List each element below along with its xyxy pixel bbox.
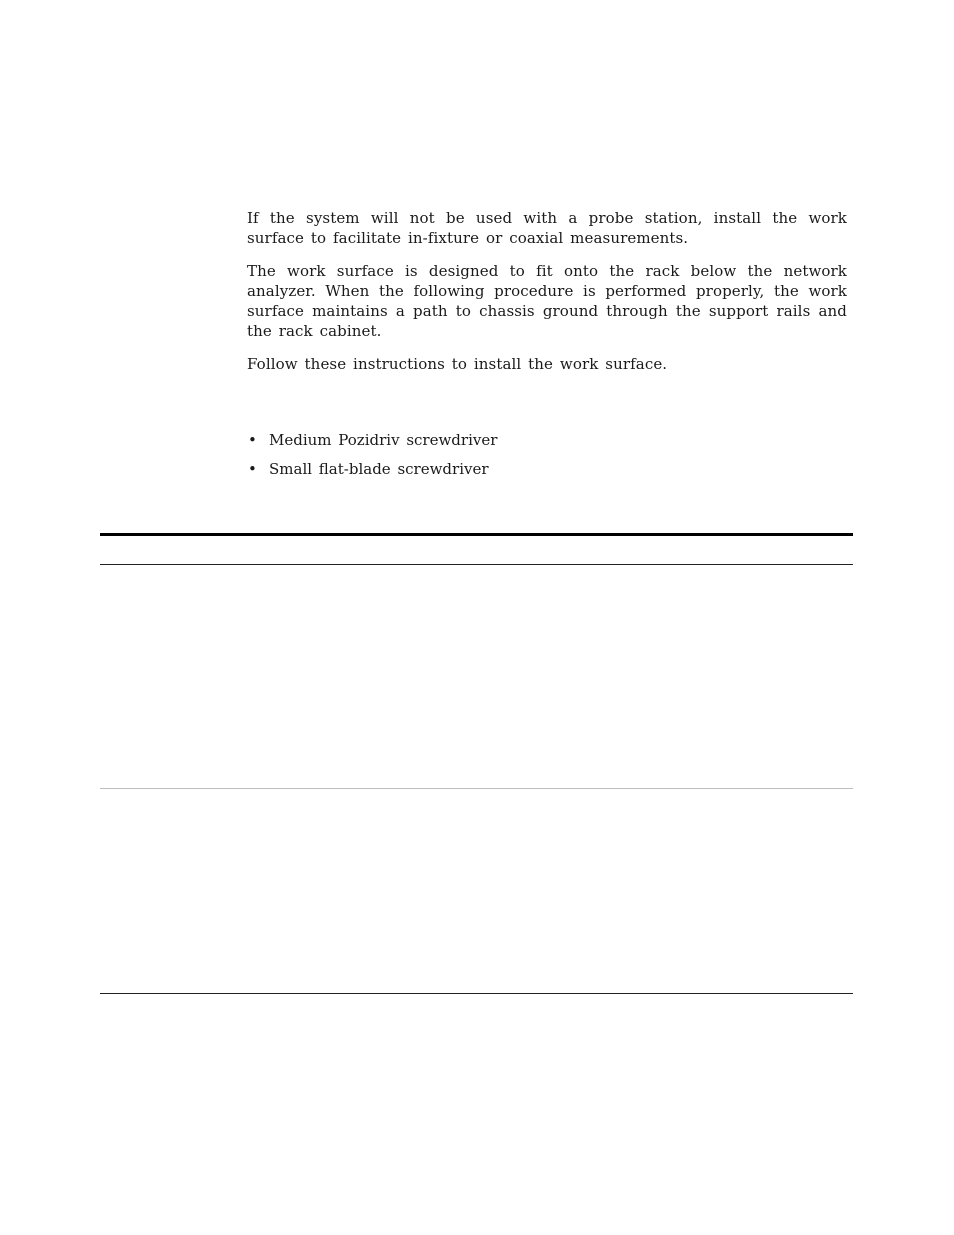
paragraph-text: The work surface is designed to fit onto the rack below the network analyzer. When the following procedure is performed properly, the work surface maintains a path to chassis ground through the support rails and the rack cabinet. [247,262,847,340]
list-item-text: Medium Pozidriv screwdriver [269,431,498,449]
list-item-text: Small flat-blade screwdriver [269,460,489,478]
tool-list [247,430,847,450]
table-row-divider [100,788,853,789]
list-item [247,459,847,479]
paragraph-description [247,261,847,341]
paragraph-text: If the system will not be used with a probe station, install the work surface to facilitate in-fixture or coaxial measurements. [247,209,847,247]
paragraph-instructions [247,354,847,374]
section-divider-thick [100,533,853,536]
table-bottom-divider [100,993,853,994]
list-item [247,430,847,450]
paragraph-text: Follow these instructions to install the work surface. [247,355,668,373]
bullet-icon: • [248,460,257,478]
paragraph-intro [247,208,847,248]
bullet-icon: • [248,431,257,449]
tool-list [247,459,847,479]
table-header-divider [100,564,853,565]
